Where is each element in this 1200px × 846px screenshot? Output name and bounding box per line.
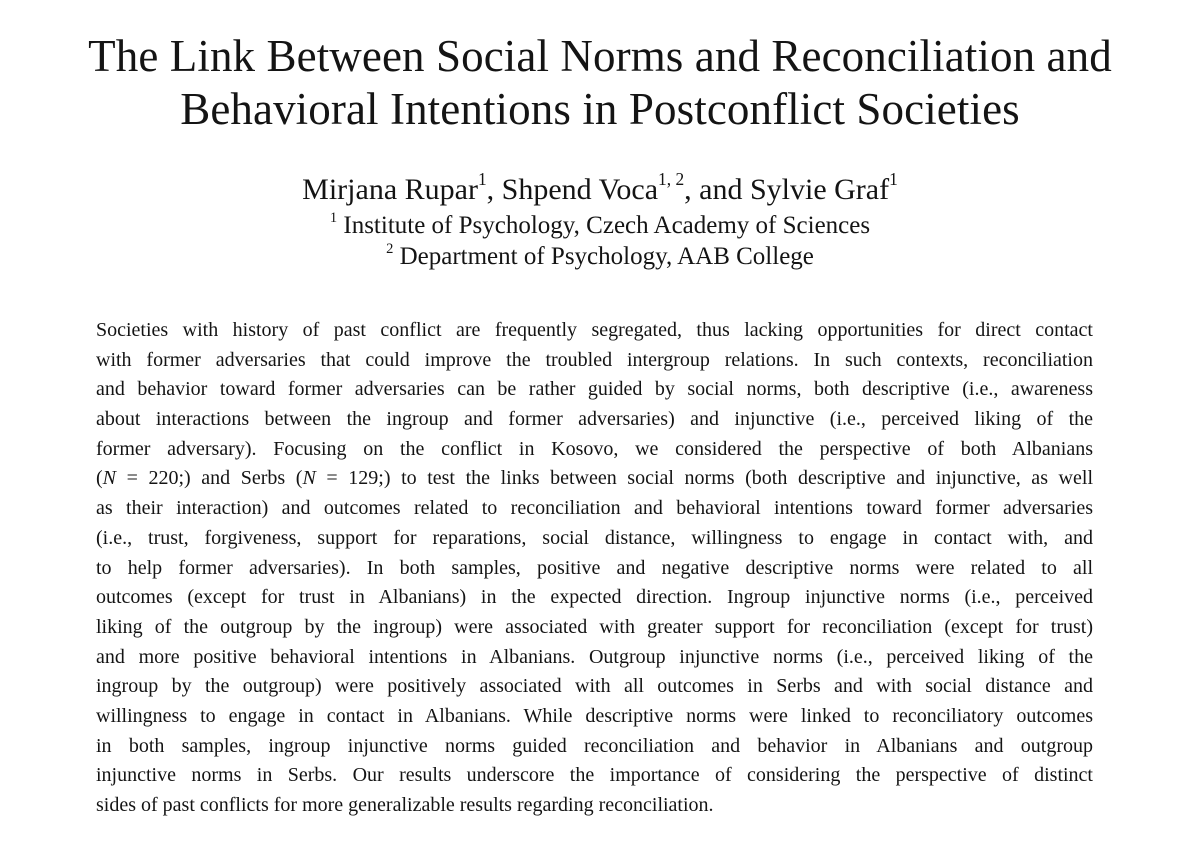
abstract-line [96,464,1093,494]
abstract-line: with former adversaries that could improve the troubled intergroup relations. In such contexts, reconciliation [96,348,1093,371]
abstract-text: ( [96,467,103,490]
abstract-line: sides of past conflicts for more generalizable results regarding reconciliation. [96,794,714,816]
abstract-line: ingroup by the outgroup) were positively associated with all outcomes in Serbs and with social distance and [96,675,1093,698]
title-line-1: The Link Between Social Norms and Reconciliation and [88,31,1112,81]
author-name: Mirjana Rupar [302,173,478,206]
author-separator: , [486,173,502,206]
affiliation-name: Department of Psychology, AAB College [399,243,814,270]
author-affiliation-mark: 1 [477,169,487,190]
abstract-line: to help former adversaries). In both samples, positive and negative descriptive norms were related to all [96,556,1093,579]
author-affiliation-mark: 1, 2 [658,169,685,190]
author-separator: , and [684,173,750,206]
abstract-line: as their interaction) and outcomes related to reconciliation and behavioral intentions toward former adversaries [96,497,1093,520]
abstract-line: in both samples, ingroup injunctive norms guided reconciliation and behavior in Albanians and outgroup [96,734,1093,757]
paper-title [0,30,1200,136]
title-line-2: Behavioral Intentions in Postconflict Societies [180,84,1020,134]
abstract-line: injunctive norms in Serbs. Our results underscore the importance of considering the perspective of distinct [96,764,1093,787]
affiliation-mark: 2 [386,240,394,257]
affiliation-name: Institute of Psychology, Czech Academy of Sciences [343,212,871,239]
affiliation-1 [0,211,1200,241]
author-name: Shpend Voca [501,173,659,206]
abstract-line: Societies with history of past conflict are frequently segregated, thus lacking opportunities for direct contact [96,319,1093,341]
affiliation-2 [0,242,1200,272]
sample-size-symbol: N [302,467,316,490]
abstract [96,316,1093,821]
abstract-text: = 220;) and Serbs ( [116,467,303,490]
abstract-line: willingness to engage in contact in Albanians. While descriptive norms were linked to reconciliatory outcomes [96,704,1093,727]
abstract-line: liking of the outgroup by the ingroup) were associated with greater support for reconciliation (except for trust) [96,615,1093,638]
abstract-line: and behavior toward former adversaries can be rather guided by social norms, both descriptive (i.e., awareness [96,378,1093,401]
abstract-line: (i.e., trust, forgiveness, support for reparations, social distance, willingness to engage in contact with, and [96,526,1093,549]
abstract-line: and more positive behavioral intentions in Albanians. Outgroup injunctive norms (i.e., perceived liking of the [96,645,1093,668]
author-name: Sylvie Graf [749,173,890,206]
author-affiliation-mark: 1 [889,169,898,190]
author-list [0,169,1200,208]
abstract-line: outcomes (except for trust in Albanians) in the expected direction. Ingroup injunctive norms (i.e., perceived [96,586,1093,609]
abstract-line: about interactions between the ingroup and former adversaries) and injunctive (i.e., perceived liking of the [96,408,1093,431]
sample-size-symbol: N [102,467,117,490]
abstract-text: = 129;) to test the links between social norms (both descriptive and injunctive, as well [315,467,1093,490]
abstract-line: former adversary). Focusing on the conflict in Kosovo, we considered the perspective of both Albanians [96,437,1093,460]
affiliation-mark: 1 [329,209,338,226]
